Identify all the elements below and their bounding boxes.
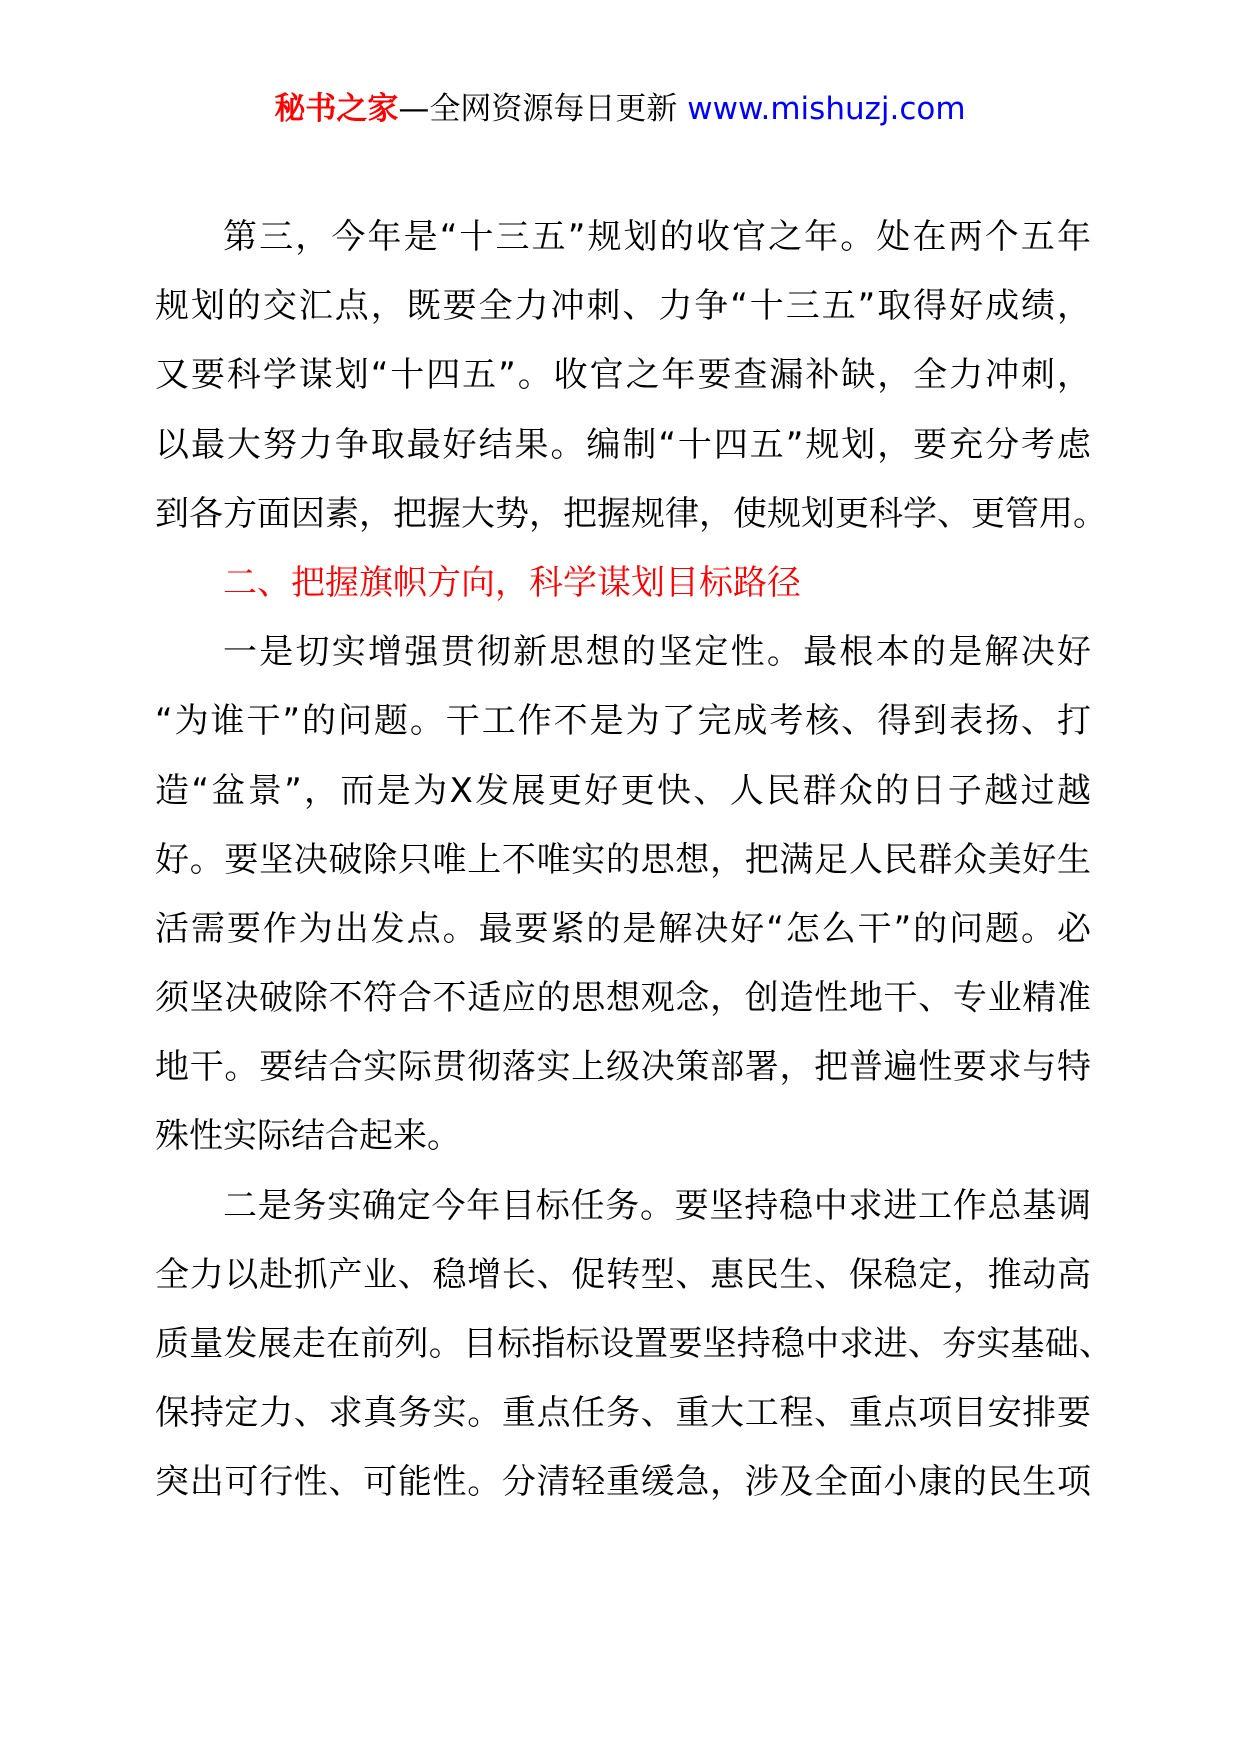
brand-name: 秘书之家 (274, 91, 399, 127)
page-header (0, 86, 1240, 132)
website-link[interactable]: www.mishuzj.com (687, 91, 966, 127)
paragraph-line: 须坚决破除不符合不适应的思想观念，创造性地干、专业精准 (155, 978, 1091, 1019)
paragraph-line: 殊性实际结合起来。 (155, 1116, 461, 1157)
paragraph-line: 全力以赴抓产业、稳增长、促转型、惠民生、保稳定，推动高 (155, 1254, 1091, 1295)
paragraph-line: 保持定力、求真务实。重点任务、重大工程、重点项目安排要 (155, 1393, 1091, 1434)
paragraph-line: 二是务实确定今年目标任务。要坚持稳中求进工作总基调 (223, 1185, 1091, 1226)
paragraph-line: “为谁干”的问题。干工作不是为了完成考核、得到表扬、打 (155, 701, 1091, 742)
paragraph-line: 活需要作为出发点。最要紧的是解决好“怎么干”的问题。必 (155, 908, 1091, 949)
paragraph-line: 地干。要结合实际贯彻落实上级决策部署，把普遍性要求与特 (155, 1047, 1091, 1088)
paragraph-line: 好。要坚决破除只唯上不唯实的思想，把满足人民群众美好生 (155, 839, 1091, 880)
header-slogan: —全网资源每日更新 (398, 91, 688, 127)
paragraph-line: 一是切实增强贯彻新思想的坚定性。最根本的是解决好 (223, 632, 1091, 673)
paragraph-line: 以最大努力争取最好结果。编制“十四五”规划，要充分考虑 (155, 424, 1091, 465)
section-heading: 二、把握旗帜方向，科学谋划目标路径 (223, 562, 801, 603)
paragraph-line: 又要科学谋划“十四五”。收官之年要查漏补缺，全力冲刺， (155, 355, 1091, 396)
paragraph-line: 质量发展走在前列。目标指标设置要坚持稳中求进、夯实基础、 (155, 1324, 1113, 1364)
paragraph-line: 造“盆景”，而是为X发展更好更快、人民群众的日子越过越 (155, 770, 1091, 811)
document-body (155, 203, 1113, 1518)
paragraph-line: 到各方面因素，把握大势，把握规律，使规划更科学、更管用。 (155, 493, 1107, 534)
paragraph-line: 第三，今年是“十三五”规划的收官之年。处在两个五年 (223, 217, 1091, 257)
paragraph-line: 突出可行性、可能性。分清轻重缓急，涉及全面小康的民生项 (155, 1462, 1091, 1503)
paragraph-line: 规划的交汇点，既要全力冲刺、力争“十三五”取得好成绩， (155, 286, 1091, 327)
